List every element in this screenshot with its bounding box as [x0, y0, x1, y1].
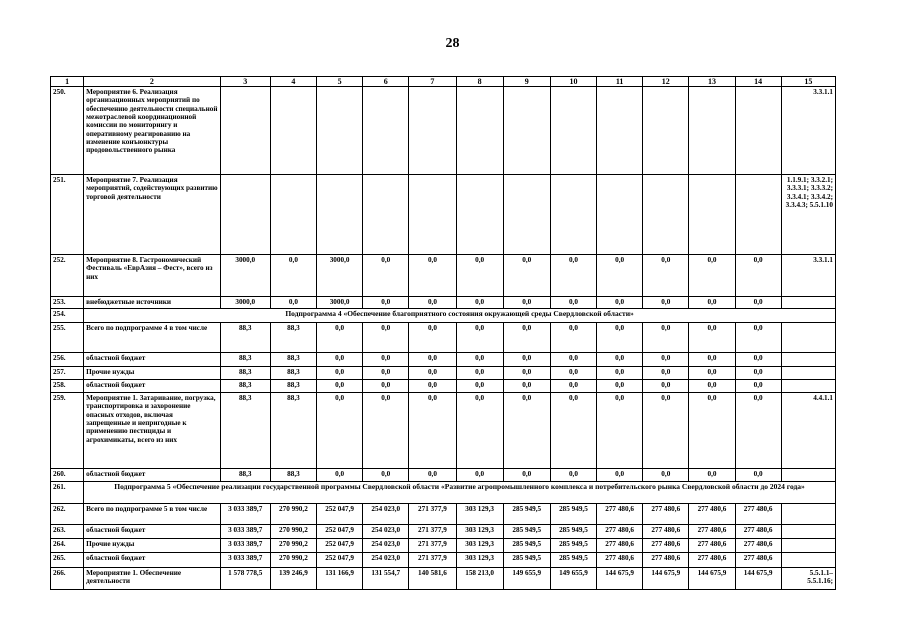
value-cell: 0,0	[503, 393, 550, 469]
row-number: 263.	[51, 525, 84, 539]
target-indicator	[781, 504, 835, 525]
value-cell: 88,3	[220, 393, 270, 469]
column-header: 9	[503, 77, 550, 87]
target-indicator	[781, 353, 835, 367]
row-name: областной бюджет	[84, 469, 221, 482]
value-cell: 0,0	[597, 393, 643, 469]
value-cell: 0,0	[363, 380, 409, 393]
target-indicator: 1.1.9.1; 3.3.2.1; 3.3.3.1; 3.3.3.2; 3.3.4.1; 3.3.4.2; 3.3.4.3; 5.5.1.10	[781, 175, 835, 255]
subprogram-row	[51, 482, 836, 504]
value-cell: 0,0	[409, 380, 456, 393]
value-cell: 131 554,7	[363, 568, 409, 590]
value-cell: 149 655,9	[503, 568, 550, 590]
value-cell: 0,0	[689, 380, 735, 393]
column-header: 15	[781, 77, 835, 87]
value-cell: 0,0	[503, 469, 550, 482]
value-cell: 254 023,0	[363, 539, 409, 553]
row-name: Всего по подпрограмме 4 в том числе	[84, 323, 221, 353]
value-cell: 0,0	[456, 297, 503, 309]
value-cell: 0,0	[597, 380, 643, 393]
value-cell: 277 480,6	[597, 539, 643, 553]
column-header: 8	[456, 77, 503, 87]
value-cell: 0,0	[597, 367, 643, 380]
value-cell	[643, 87, 689, 175]
value-cell: 3000,0	[220, 297, 270, 309]
row-name: областной бюджет	[84, 353, 221, 367]
value-cell: 252 047,9	[317, 525, 363, 539]
row-number: 250.	[51, 87, 84, 175]
value-cell: 285 949,5	[503, 553, 550, 568]
value-cell: 252 047,9	[317, 504, 363, 525]
value-cell	[550, 87, 596, 175]
row-number: 254.	[51, 309, 84, 323]
table-row	[51, 87, 836, 175]
value-cell	[643, 175, 689, 255]
value-cell: 3 033 389,7	[220, 504, 270, 525]
value-cell: 0,0	[363, 393, 409, 469]
value-cell: 271 377,9	[409, 525, 456, 539]
value-cell: 88,3	[270, 469, 316, 482]
value-cell: 0,0	[456, 323, 503, 353]
value-cell	[735, 175, 781, 255]
table-row	[51, 469, 836, 482]
value-cell: 0,0	[317, 353, 363, 367]
value-cell: 254 023,0	[363, 553, 409, 568]
value-cell: 140 581,6	[409, 568, 456, 590]
value-cell: 270 990,2	[270, 553, 316, 568]
value-cell: 0,0	[503, 323, 550, 353]
value-cell: 0,0	[735, 323, 781, 353]
row-name: областной бюджет	[84, 525, 221, 539]
row-number: 252.	[51, 255, 84, 297]
table-row	[51, 353, 836, 367]
row-name: областной бюджет	[84, 553, 221, 568]
value-cell: 0,0	[597, 469, 643, 482]
column-header: 10	[550, 77, 596, 87]
value-cell: 0,0	[643, 367, 689, 380]
value-cell	[363, 87, 409, 175]
value-cell: 144 675,9	[643, 568, 689, 590]
value-cell: 285 949,5	[550, 553, 596, 568]
value-cell: 271 377,9	[409, 504, 456, 525]
value-cell: 3 033 389,7	[220, 525, 270, 539]
value-cell	[456, 87, 503, 175]
value-cell: 0,0	[317, 393, 363, 469]
table-row	[51, 525, 836, 539]
column-header: 2	[84, 77, 221, 87]
value-cell: 0,0	[597, 353, 643, 367]
value-cell: 277 480,6	[689, 539, 735, 553]
target-indicator: 3.3.1.1	[781, 87, 835, 175]
value-cell: 139 246,9	[270, 568, 316, 590]
value-cell	[363, 175, 409, 255]
value-cell: 0,0	[409, 323, 456, 353]
target-indicator	[781, 380, 835, 393]
table-row	[51, 380, 836, 393]
value-cell: 0,0	[503, 255, 550, 297]
value-cell: 88,3	[220, 469, 270, 482]
value-cell: 0,0	[643, 353, 689, 367]
value-cell	[220, 87, 270, 175]
value-cell: 0,0	[456, 367, 503, 380]
column-header: 11	[597, 77, 643, 87]
value-cell: 0,0	[643, 255, 689, 297]
value-cell: 252 047,9	[317, 539, 363, 553]
value-cell: 88,3	[220, 367, 270, 380]
value-cell	[597, 87, 643, 175]
value-cell: 303 129,3	[456, 504, 503, 525]
value-cell: 0,0	[735, 255, 781, 297]
row-name: внебюджетные источники	[84, 297, 221, 309]
table-row	[51, 393, 836, 469]
table-row	[51, 553, 836, 568]
value-cell: 0,0	[597, 323, 643, 353]
row-number: 265.	[51, 553, 84, 568]
value-cell: 0,0	[735, 380, 781, 393]
value-cell: 149 655,9	[550, 568, 596, 590]
value-cell: 285 949,5	[503, 539, 550, 553]
target-indicator	[781, 297, 835, 309]
value-cell: 277 480,6	[643, 553, 689, 568]
value-cell: 0,0	[363, 297, 409, 309]
value-cell: 285 949,5	[503, 525, 550, 539]
value-cell	[503, 175, 550, 255]
value-cell: 3000,0	[317, 255, 363, 297]
value-cell	[317, 175, 363, 255]
target-indicator	[781, 323, 835, 353]
value-cell: 0,0	[409, 469, 456, 482]
row-number: 253.	[51, 297, 84, 309]
table-row	[51, 175, 836, 255]
value-cell: 0,0	[503, 297, 550, 309]
column-header: 12	[643, 77, 689, 87]
value-cell: 0,0	[689, 367, 735, 380]
value-cell: 3 033 389,7	[220, 553, 270, 568]
value-cell: 0,0	[456, 469, 503, 482]
target-indicator: 3.3.1.1	[781, 255, 835, 297]
value-cell	[503, 87, 550, 175]
value-cell	[456, 175, 503, 255]
value-cell: 0,0	[317, 469, 363, 482]
value-cell: 277 480,6	[643, 504, 689, 525]
value-cell: 271 377,9	[409, 539, 456, 553]
subprogram-row	[51, 309, 836, 323]
row-number: 251.	[51, 175, 84, 255]
value-cell: 303 129,3	[456, 525, 503, 539]
column-header: 7	[409, 77, 456, 87]
value-cell	[409, 87, 456, 175]
value-cell: 0,0	[643, 380, 689, 393]
value-cell: 0,0	[456, 380, 503, 393]
value-cell: 285 949,5	[550, 539, 596, 553]
value-cell: 277 480,6	[735, 525, 781, 539]
row-number: 258.	[51, 380, 84, 393]
subprogram-title: Подпрограмма 4 «Обеспечение благоприятного состояния окружающей среды Свердловской области»	[84, 309, 836, 323]
value-cell: 0,0	[597, 255, 643, 297]
table-row	[51, 504, 836, 525]
value-cell: 88,3	[220, 353, 270, 367]
value-cell: 88,3	[270, 380, 316, 393]
value-cell: 88,3	[220, 323, 270, 353]
value-cell: 0,0	[456, 393, 503, 469]
value-cell: 1 578 778,5	[220, 568, 270, 590]
value-cell: 88,3	[270, 323, 316, 353]
value-cell: 0,0	[270, 297, 316, 309]
value-cell: 277 480,6	[735, 539, 781, 553]
value-cell: 277 480,6	[597, 525, 643, 539]
value-cell: 88,3	[220, 380, 270, 393]
value-cell: 0,0	[735, 353, 781, 367]
value-cell: 3000,0	[220, 255, 270, 297]
value-cell: 0,0	[550, 469, 596, 482]
value-cell: 277 480,6	[689, 553, 735, 568]
value-cell: 88,3	[270, 393, 316, 469]
value-cell: 270 990,2	[270, 504, 316, 525]
row-name: Мероприятие 7. Реализация мероприятий, содействующих развитию торговой деятельности	[84, 175, 221, 255]
subprogram-title: Подпрограмма 5 «Обеспечение реализации государственной программы Свердловской области «Развитие агропромышленного комплекса и потребительского рынка Свердловской области до 2024 года»	[84, 482, 836, 504]
value-cell: 0,0	[550, 393, 596, 469]
value-cell	[220, 175, 270, 255]
row-number: 266.	[51, 568, 84, 590]
row-number: 261.	[51, 482, 84, 504]
target-indicator: 4.4.1.1	[781, 393, 835, 469]
value-cell: 131 166,9	[317, 568, 363, 590]
value-cell: 0,0	[689, 393, 735, 469]
table-row	[51, 367, 836, 380]
value-cell: 144 675,9	[735, 568, 781, 590]
target-indicator	[781, 539, 835, 553]
row-number: 259.	[51, 393, 84, 469]
value-cell: 0,0	[409, 297, 456, 309]
value-cell: 0,0	[735, 469, 781, 482]
value-cell: 0,0	[689, 469, 735, 482]
column-header: 4	[270, 77, 316, 87]
value-cell: 0,0	[363, 367, 409, 380]
row-number: 257.	[51, 367, 84, 380]
value-cell: 0,0	[503, 367, 550, 380]
value-cell: 0,0	[689, 353, 735, 367]
row-number: 262.	[51, 504, 84, 525]
value-cell: 0,0	[363, 469, 409, 482]
page-number: 28	[445, 36, 460, 51]
value-cell	[735, 87, 781, 175]
value-cell: 0,0	[317, 380, 363, 393]
value-cell: 0,0	[643, 323, 689, 353]
value-cell: 277 480,6	[597, 504, 643, 525]
value-cell	[270, 87, 316, 175]
table-row	[51, 539, 836, 553]
value-cell: 285 949,5	[503, 504, 550, 525]
column-header: 6	[363, 77, 409, 87]
value-cell: 254 023,0	[363, 504, 409, 525]
value-cell: 277 480,6	[735, 553, 781, 568]
value-cell: 0,0	[270, 255, 316, 297]
row-number: 255.	[51, 323, 84, 353]
value-cell: 0,0	[735, 367, 781, 380]
row-name: областной бюджет	[84, 380, 221, 393]
target-indicator	[781, 367, 835, 380]
value-cell: 254 023,0	[363, 525, 409, 539]
value-cell: 285 949,5	[550, 504, 596, 525]
value-cell: 0,0	[550, 353, 596, 367]
target-indicator: 5.5.1.1– 5.5.1.16;	[781, 568, 835, 590]
value-cell: 0,0	[550, 367, 596, 380]
value-cell: 0,0	[643, 469, 689, 482]
target-indicator	[781, 469, 835, 482]
budget-table	[50, 76, 836, 590]
target-indicator	[781, 553, 835, 568]
value-cell: 0,0	[503, 353, 550, 367]
table-row	[51, 568, 836, 590]
value-cell: 0,0	[597, 297, 643, 309]
column-header: 14	[735, 77, 781, 87]
row-name: Мероприятие 1. Затаривание, погрузка, транспортировка и захоронение опасных отходов, включая запрещенные и непригодные к применению пестициды и агрохимикаты, всего из них	[84, 393, 221, 469]
row-number: 256.	[51, 353, 84, 367]
value-cell: 0,0	[689, 255, 735, 297]
value-cell: 3 033 389,7	[220, 539, 270, 553]
row-number: 264.	[51, 539, 84, 553]
value-cell: 88,3	[270, 367, 316, 380]
value-cell: 0,0	[409, 367, 456, 380]
value-cell	[550, 175, 596, 255]
value-cell: 0,0	[550, 297, 596, 309]
row-name: Мероприятие 1. Обеспечение деятельности	[84, 568, 221, 590]
value-cell: 303 129,3	[456, 539, 503, 553]
column-header: 3	[220, 77, 270, 87]
value-cell: 0,0	[643, 297, 689, 309]
table-row	[51, 255, 836, 297]
value-cell: 0,0	[363, 255, 409, 297]
value-cell: 0,0	[550, 380, 596, 393]
row-name: Прочие нужды	[84, 539, 221, 553]
column-header: 5	[317, 77, 363, 87]
row-name: Всего по подпрограмме 5 в том числе	[84, 504, 221, 525]
value-cell: 0,0	[317, 323, 363, 353]
value-cell: 0,0	[363, 353, 409, 367]
value-cell: 0,0	[456, 255, 503, 297]
value-cell	[270, 175, 316, 255]
row-name: Мероприятие 8. Гастрономический Фестиваль «ЕврАзия – Фест», всего из них	[84, 255, 221, 297]
column-header: 13	[689, 77, 735, 87]
value-cell: 158 213,0	[456, 568, 503, 590]
value-cell: 252 047,9	[317, 553, 363, 568]
value-cell: 277 480,6	[643, 539, 689, 553]
value-cell: 285 949,5	[550, 525, 596, 539]
value-cell: 270 990,2	[270, 539, 316, 553]
value-cell: 0,0	[550, 323, 596, 353]
value-cell: 0,0	[503, 380, 550, 393]
value-cell: 277 480,6	[735, 504, 781, 525]
value-cell: 3000,0	[317, 297, 363, 309]
column-header: 1	[51, 77, 84, 87]
value-cell: 0,0	[409, 353, 456, 367]
value-cell: 277 480,6	[689, 525, 735, 539]
value-cell: 270 990,2	[270, 525, 316, 539]
value-cell: 144 675,9	[689, 568, 735, 590]
value-cell: 0,0	[643, 393, 689, 469]
value-cell: 0,0	[409, 393, 456, 469]
row-name: Прочие нужды	[84, 367, 221, 380]
value-cell: 277 480,6	[643, 525, 689, 539]
table-row	[51, 323, 836, 353]
value-cell	[597, 175, 643, 255]
table-header-row	[51, 77, 836, 87]
value-cell: 0,0	[689, 323, 735, 353]
target-indicator	[781, 525, 835, 539]
value-cell: 0,0	[735, 297, 781, 309]
value-cell: 0,0	[689, 297, 735, 309]
budget-table-body	[51, 77, 836, 590]
value-cell	[409, 175, 456, 255]
value-cell: 0,0	[550, 255, 596, 297]
value-cell: 88,3	[270, 353, 316, 367]
value-cell: 0,0	[735, 393, 781, 469]
value-cell	[317, 87, 363, 175]
value-cell: 0,0	[317, 367, 363, 380]
value-cell: 277 480,6	[689, 504, 735, 525]
value-cell: 144 675,9	[597, 568, 643, 590]
value-cell: 271 377,9	[409, 553, 456, 568]
value-cell	[689, 175, 735, 255]
table-row	[51, 297, 836, 309]
value-cell: 0,0	[409, 255, 456, 297]
value-cell: 0,0	[363, 323, 409, 353]
value-cell	[689, 87, 735, 175]
value-cell: 0,0	[456, 353, 503, 367]
value-cell: 277 480,6	[597, 553, 643, 568]
row-name: Мероприятие 6. Реализация организационных мероприятий по обеспечению деятельности специальной межотраслевой координационной комиссии по мониторингу и оперативному реагированию на изменение конъюнктуры продовольственного рынка	[84, 87, 221, 175]
row-number: 260.	[51, 469, 84, 482]
value-cell: 303 129,3	[456, 553, 503, 568]
